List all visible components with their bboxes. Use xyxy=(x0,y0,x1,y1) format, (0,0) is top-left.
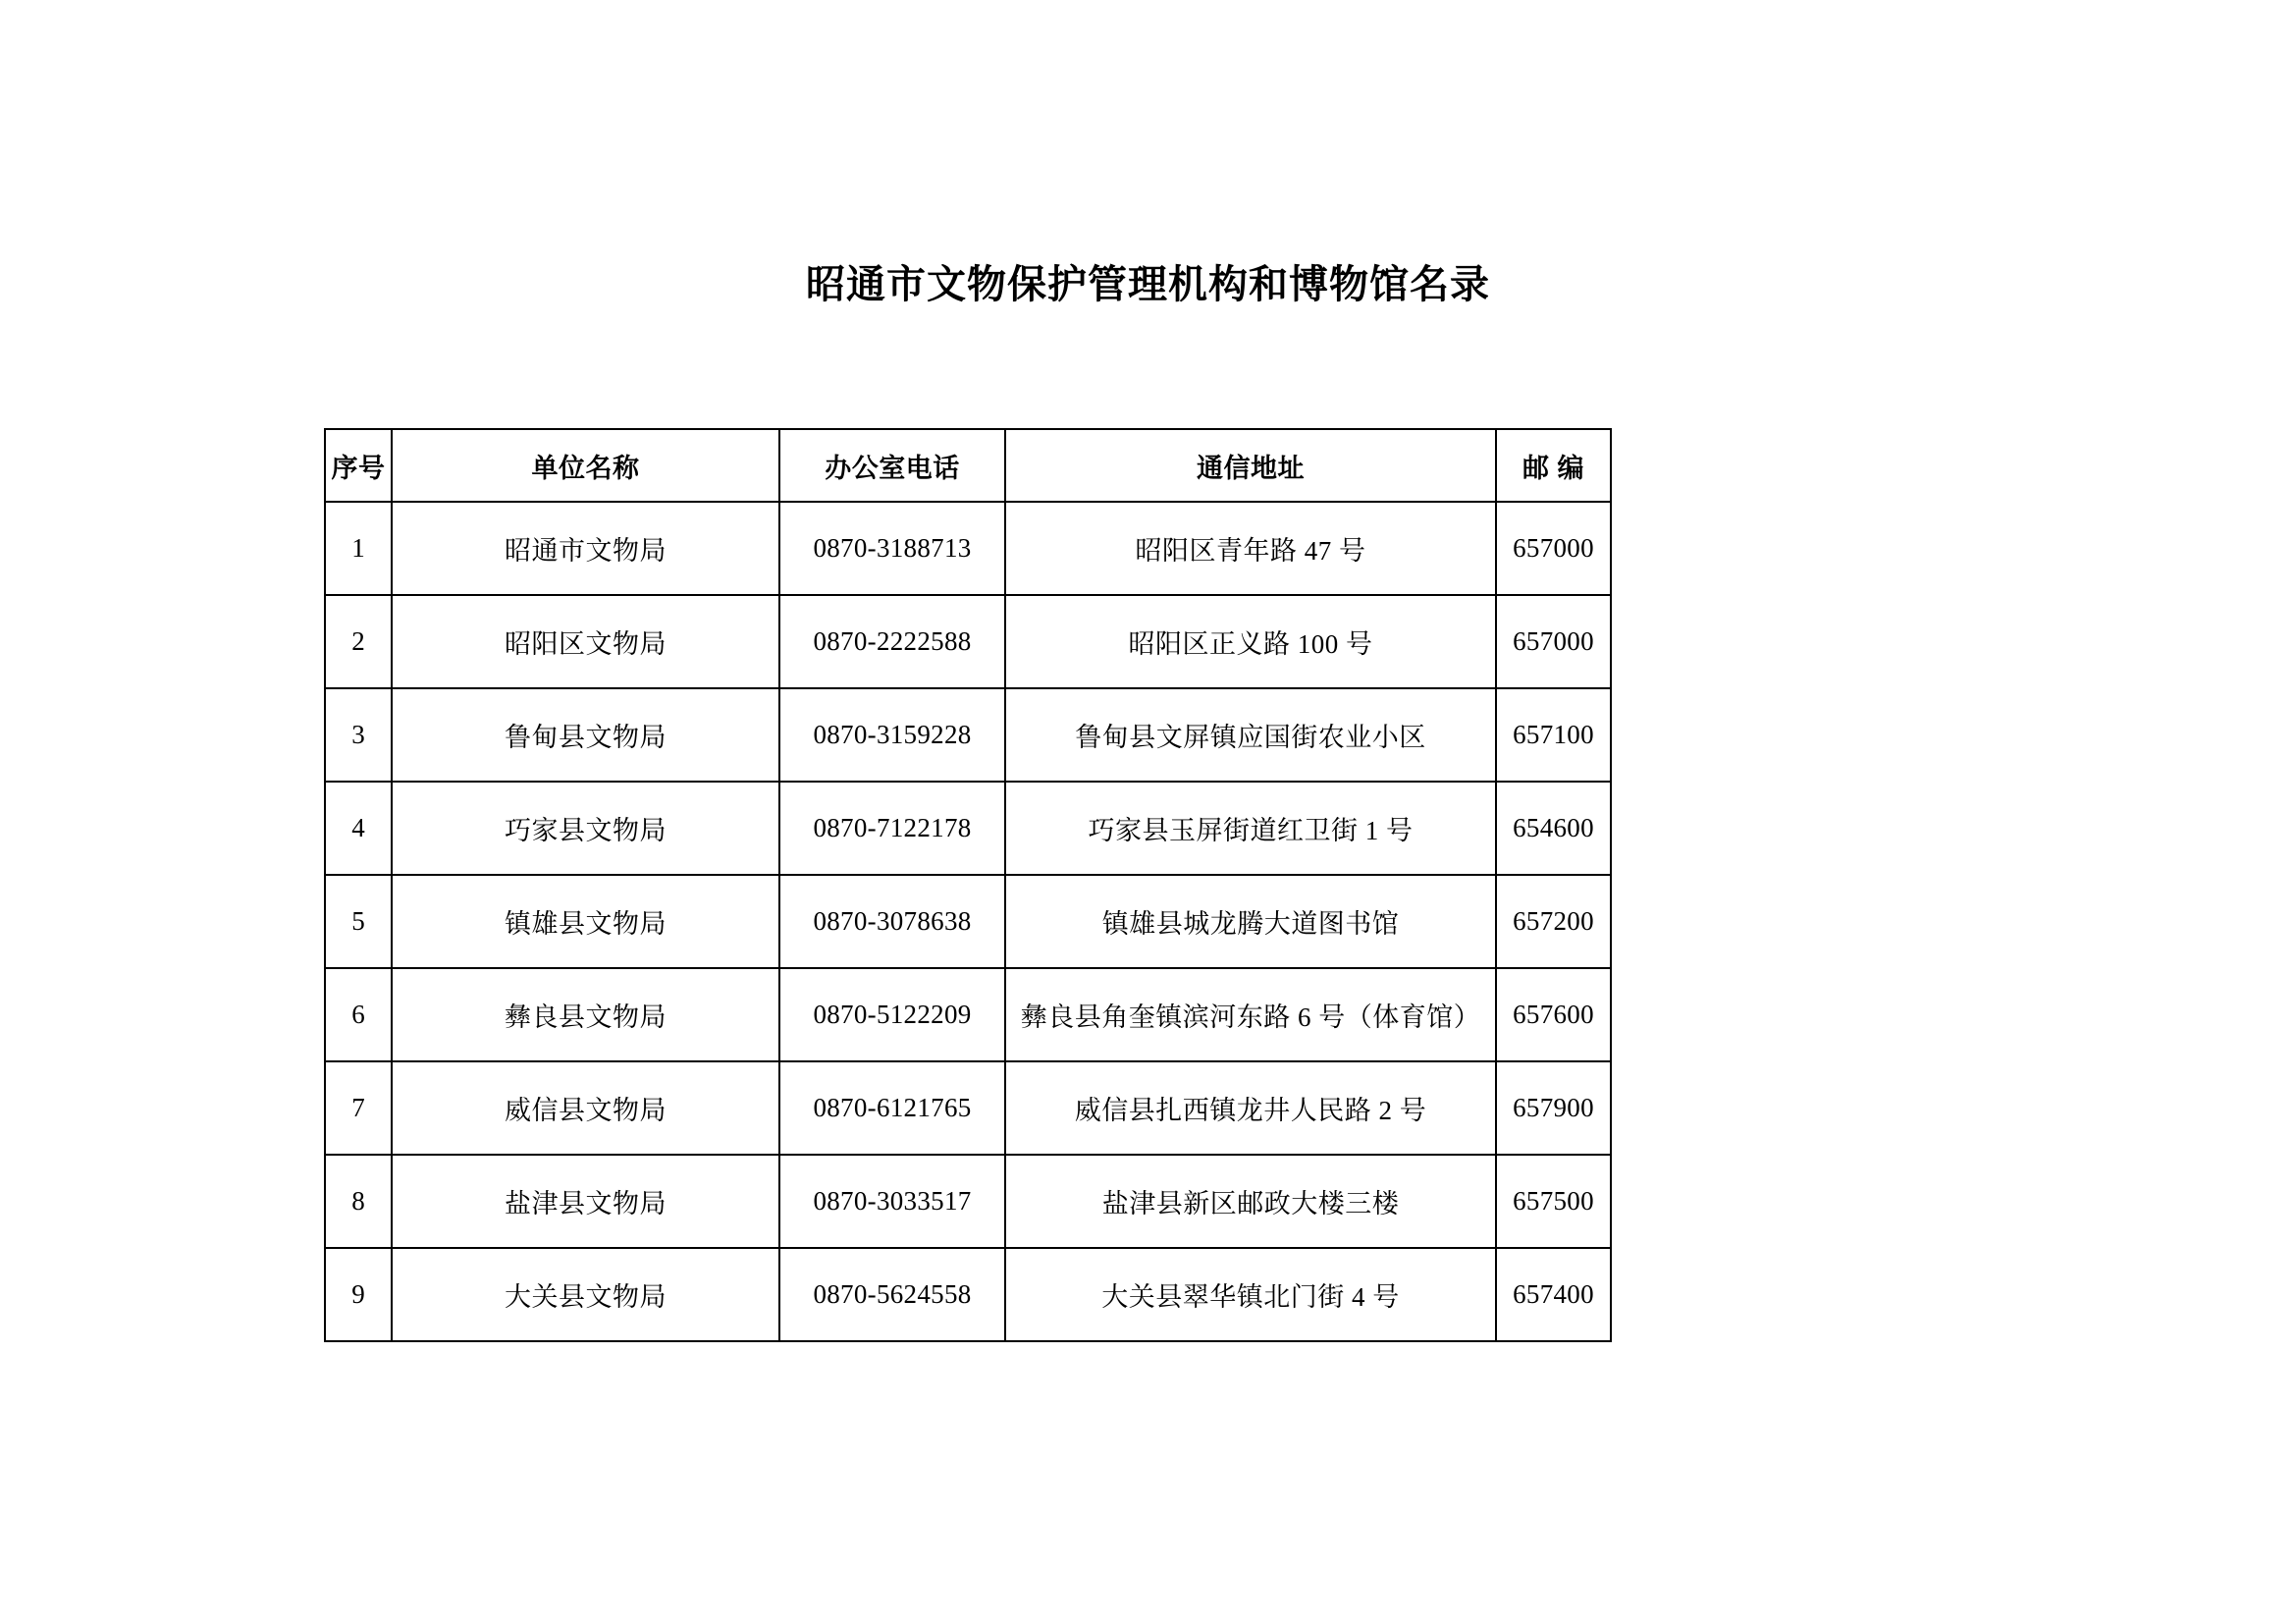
cell-address: 巧家县玉屏街道红卫街 1 号 xyxy=(1005,782,1496,875)
cell-index: 7 xyxy=(325,1061,392,1155)
table-row xyxy=(325,968,1611,1061)
column-header-address: 通信地址 xyxy=(1005,429,1496,502)
table-header-row xyxy=(325,429,1611,502)
cell-office-phone: 0870-3033517 xyxy=(779,1155,1005,1248)
table-row xyxy=(325,1248,1611,1341)
cell-index: 4 xyxy=(325,782,392,875)
cell-postal-code: 657100 xyxy=(1496,688,1611,782)
cell-address: 鲁甸县文屏镇应国街农业小区 xyxy=(1005,688,1496,782)
cell-address: 大关县翠华镇北门街 4 号 xyxy=(1005,1248,1496,1341)
cell-unit-name: 威信县文物局 xyxy=(392,1061,779,1155)
cell-postal-code: 657400 xyxy=(1496,1248,1611,1341)
column-header-index: 序号 xyxy=(325,429,392,502)
cell-address: 昭阳区正义路 100 号 xyxy=(1005,595,1496,688)
cell-index: 1 xyxy=(325,502,392,595)
cell-office-phone: 0870-3159228 xyxy=(779,688,1005,782)
table-row xyxy=(325,782,1611,875)
column-header-office-phone: 办公室电话 xyxy=(779,429,1005,502)
cell-unit-name: 昭通市文物局 xyxy=(392,502,779,595)
cell-unit-name: 昭阳区文物局 xyxy=(392,595,779,688)
cell-postal-code: 657200 xyxy=(1496,875,1611,968)
cell-unit-name: 大关县文物局 xyxy=(392,1248,779,1341)
cell-address: 昭阳区青年路 47 号 xyxy=(1005,502,1496,595)
table-body xyxy=(325,502,1611,1341)
table-header xyxy=(325,429,1611,502)
directory-table xyxy=(324,428,1612,1342)
cell-index: 5 xyxy=(325,875,392,968)
cell-index: 9 xyxy=(325,1248,392,1341)
cell-office-phone: 0870-3188713 xyxy=(779,502,1005,595)
cell-index: 3 xyxy=(325,688,392,782)
cell-postal-code: 657000 xyxy=(1496,502,1611,595)
cell-postal-code: 657900 xyxy=(1496,1061,1611,1155)
cell-address: 镇雄县城龙腾大道图书馆 xyxy=(1005,875,1496,968)
cell-postal-code: 657000 xyxy=(1496,595,1611,688)
column-header-postal-code: 邮 编 xyxy=(1496,429,1611,502)
cell-unit-name: 镇雄县文物局 xyxy=(392,875,779,968)
cell-office-phone: 0870-7122178 xyxy=(779,782,1005,875)
cell-index: 6 xyxy=(325,968,392,1061)
table-row xyxy=(325,595,1611,688)
cell-address: 盐津县新区邮政大楼三楼 xyxy=(1005,1155,1496,1248)
table-row xyxy=(325,1155,1611,1248)
cell-index: 2 xyxy=(325,595,392,688)
cell-office-phone: 0870-3078638 xyxy=(779,875,1005,968)
cell-office-phone: 0870-6121765 xyxy=(779,1061,1005,1155)
cell-postal-code: 657500 xyxy=(1496,1155,1611,1248)
column-header-unit-name: 单位名称 xyxy=(392,429,779,502)
table-row xyxy=(325,502,1611,595)
cell-index: 8 xyxy=(325,1155,392,1248)
cell-postal-code: 654600 xyxy=(1496,782,1611,875)
cell-office-phone: 0870-5122209 xyxy=(779,968,1005,1061)
cell-unit-name: 巧家县文物局 xyxy=(392,782,779,875)
table-row xyxy=(325,1061,1611,1155)
directory-table-container xyxy=(324,428,1610,1342)
cell-unit-name: 鲁甸县文物局 xyxy=(392,688,779,782)
table-row xyxy=(325,688,1611,782)
page-title: 昭通市文物保护管理机构和博物馆名录 xyxy=(806,263,1490,306)
cell-office-phone: 0870-2222588 xyxy=(779,595,1005,688)
cell-address: 威信县扎西镇龙井人民路 2 号 xyxy=(1005,1061,1496,1155)
cell-office-phone: 0870-5624558 xyxy=(779,1248,1005,1341)
cell-unit-name: 盐津县文物局 xyxy=(392,1155,779,1248)
cell-address: 彝良县角奎镇滨河东路 6 号（体育馆） xyxy=(1005,968,1496,1061)
cell-unit-name: 彝良县文物局 xyxy=(392,968,779,1061)
table-row xyxy=(325,875,1611,968)
cell-postal-code: 657600 xyxy=(1496,968,1611,1061)
